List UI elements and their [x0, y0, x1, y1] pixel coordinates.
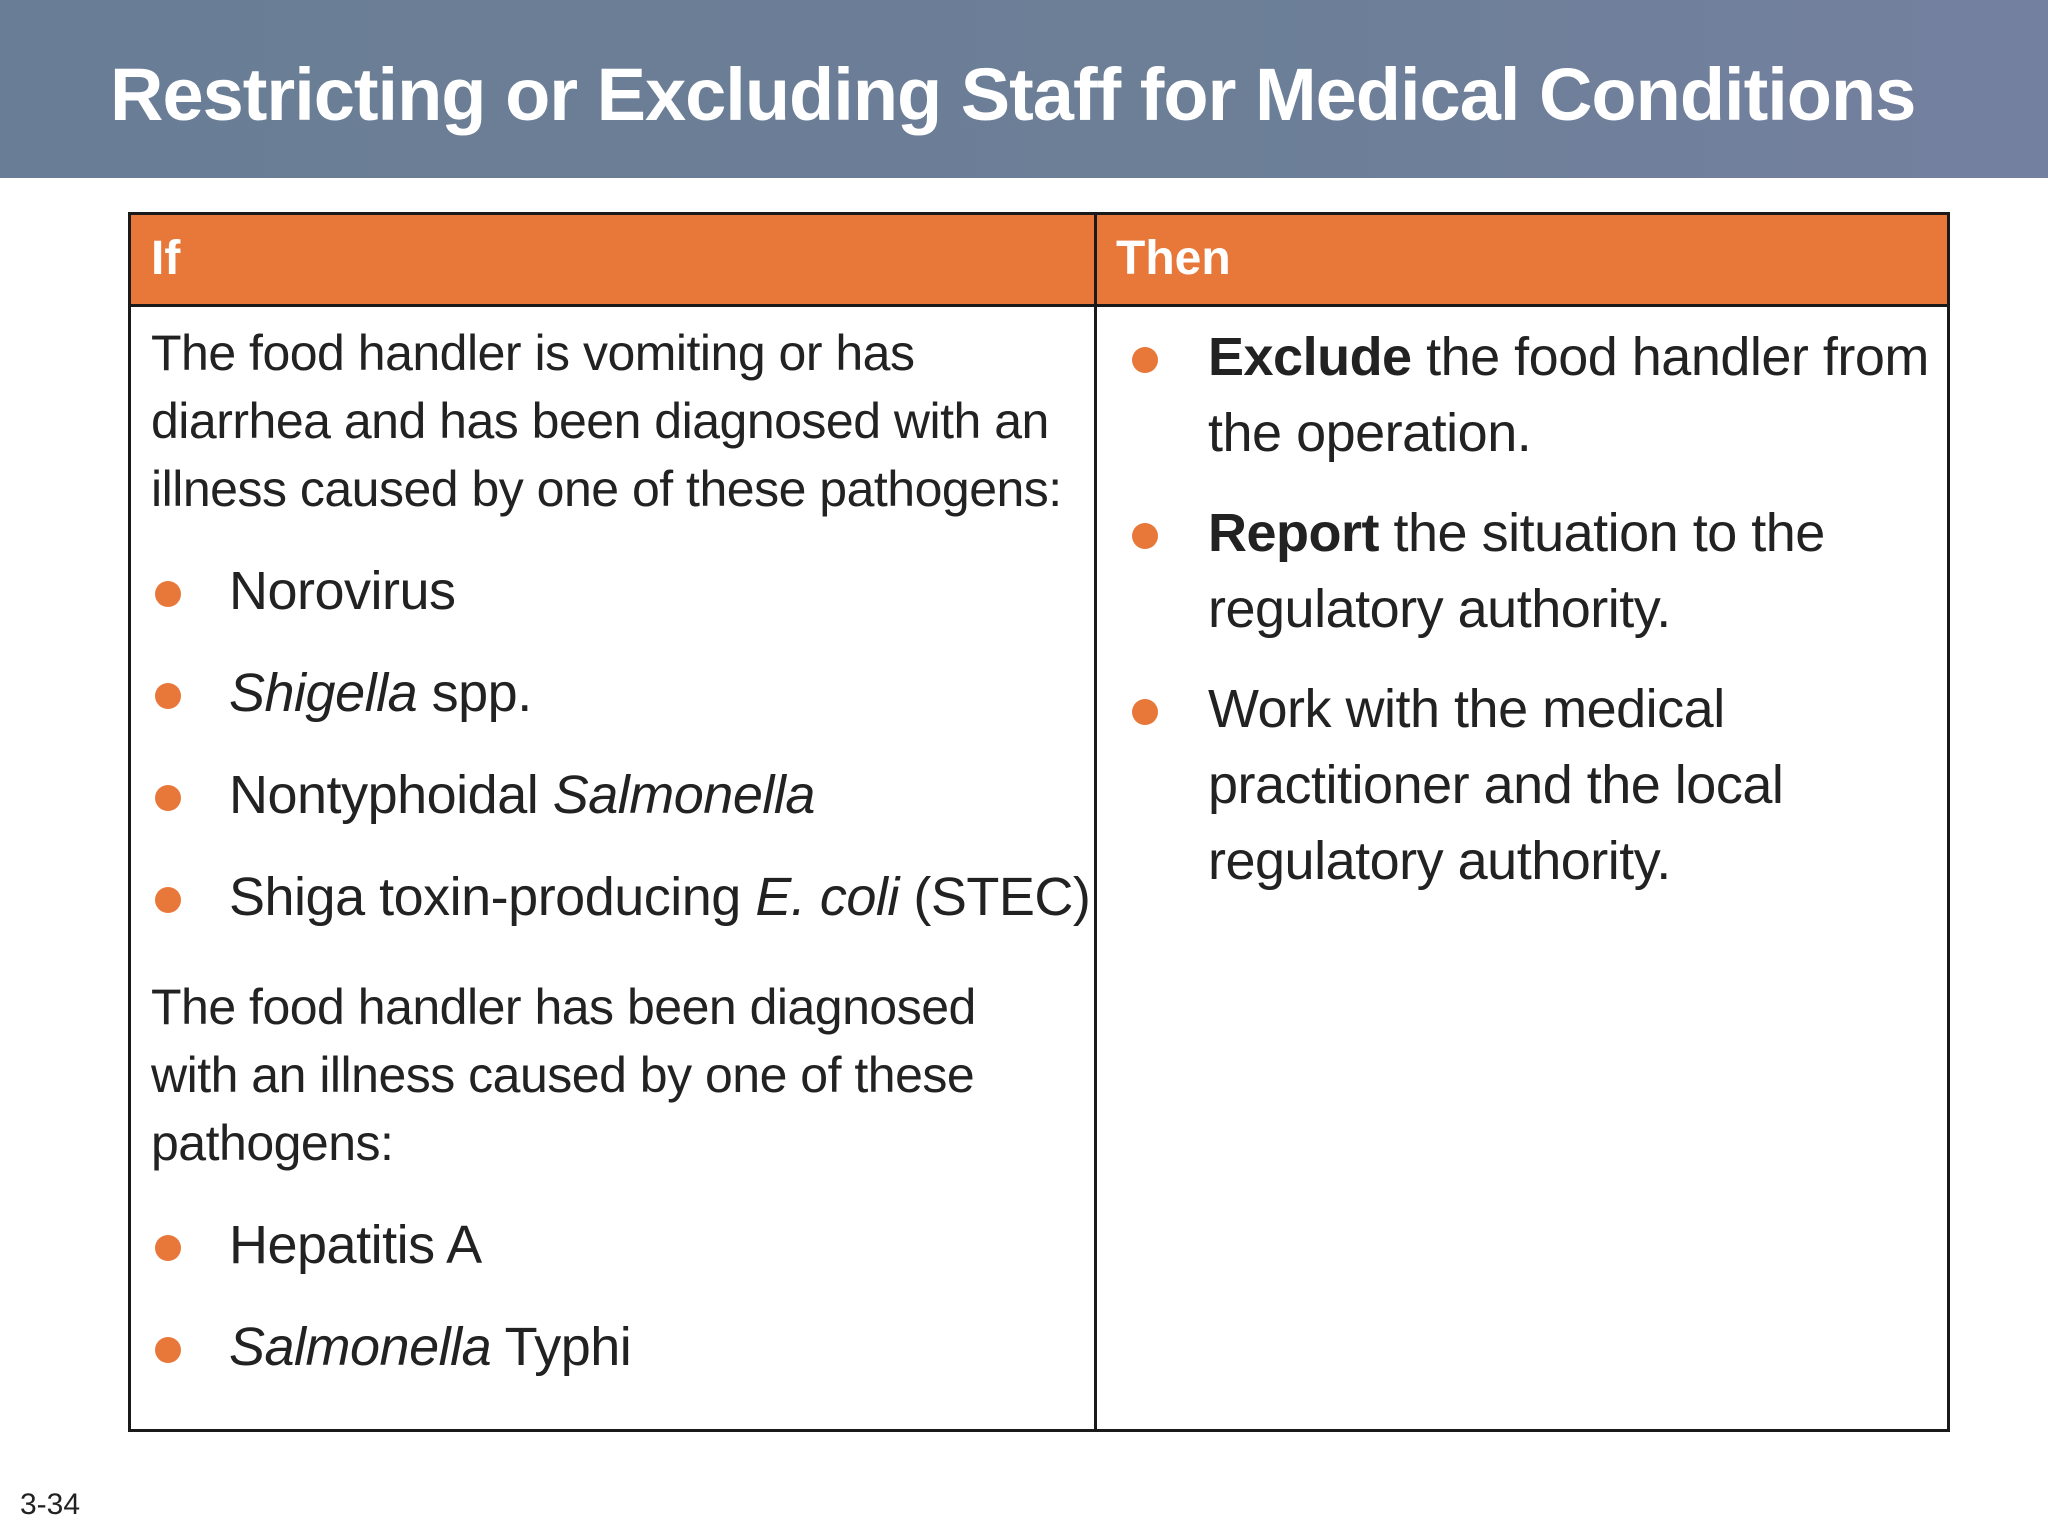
bullet-icon	[155, 1235, 181, 1261]
pathogen-text: Shiga toxin-producing	[229, 867, 756, 927]
action-item	[1116, 319, 1936, 471]
pathogen-text: Salmonella	[552, 765, 815, 825]
pathogen-list-1	[151, 557, 1091, 931]
pathogen-item	[151, 659, 1076, 727]
pathogen-item	[151, 863, 1091, 931]
title-bar	[0, 0, 2048, 178]
bullet-icon	[155, 683, 181, 709]
pathogen-text: spp.	[417, 663, 532, 723]
pathogen-text: Hepatitis A	[229, 1215, 482, 1275]
table-header-row	[131, 215, 1947, 307]
bullet-icon	[155, 785, 181, 811]
pathogen-item	[151, 1313, 1076, 1381]
bullet-icon	[1132, 699, 1158, 725]
slide-title: Restricting or Excluding Staff for Medical Conditions	[110, 53, 1916, 136]
pathogen-text: Typhi	[491, 1317, 632, 1377]
then-cell	[1116, 319, 1936, 923]
bullet-icon	[1132, 347, 1158, 373]
pathogen-item	[151, 557, 1076, 625]
action-text: the food handler from the operation.	[1208, 327, 1929, 463]
condition-2-text: The food handler has been diagnosed with an illness caused by one of these pathogens:	[151, 979, 976, 1171]
action-keyword: Exclude	[1208, 327, 1412, 387]
pathogen-text: Shigella	[229, 663, 418, 723]
header-then: Then	[1116, 232, 1231, 285]
if-then-table	[128, 212, 1950, 1432]
action-item	[1116, 495, 1936, 647]
pathogen-item	[151, 1211, 1076, 1279]
condition-1-text: The food handler is vomiting or has diarrhea and has been diagnosed with an illness caused by one of these pathogens:	[151, 325, 1062, 517]
pathogen-text: Salmonella	[229, 1317, 492, 1377]
action-keyword: Report	[1208, 503, 1379, 563]
pathogen-text: E. coli	[755, 867, 899, 927]
action-text: the situation to the regulatory authority.	[1208, 503, 1825, 639]
pathogen-item	[151, 761, 1076, 829]
header-if: If	[151, 232, 181, 285]
if-cell	[151, 319, 1091, 1423]
bullet-icon	[155, 581, 181, 607]
action-list	[1116, 319, 1936, 899]
slide-number: 3-34	[20, 1488, 81, 1521]
action-item	[1116, 671, 1936, 899]
pathogen-text: (STEC)	[898, 867, 1091, 927]
pathogen-text: Nontyphoidal	[229, 765, 553, 825]
bullet-icon	[1132, 523, 1158, 549]
action-text: Work with the medical practitioner and the local regulatory authority.	[1208, 679, 1784, 891]
bullet-icon	[155, 1337, 181, 1363]
bullet-icon	[155, 887, 181, 913]
column-divider	[1094, 215, 1097, 1429]
pathogen-text: Norovirus	[229, 561, 456, 621]
pathogen-list-2	[151, 1211, 1076, 1381]
